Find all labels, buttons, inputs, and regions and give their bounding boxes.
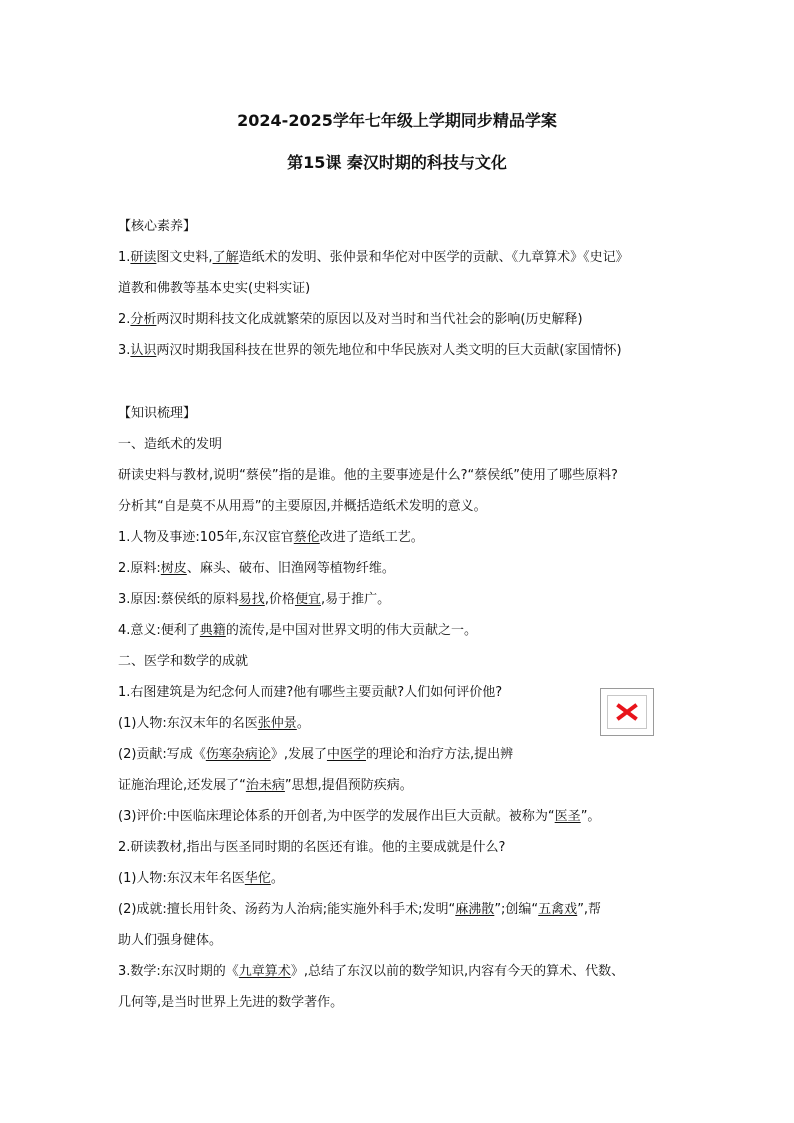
section-1-title: 一、造纸术的发明 [118,437,223,452]
section-1-question-1: 研读史料与教材,说明“蔡侯”指的是谁。他的主要事迹是什么?“蔡侯纸”使用了哪些原料? [118,468,618,483]
paper-point-1: 1.人物及事迹:105年,东汉宦官蔡伦改进了造纸工艺。 [118,530,424,545]
math-point-cont: 几何等,是当时世界上先进的数学著作。 [118,995,344,1010]
section-1-question-2: 分析其“自是莫不从用焉”的主要原因,并概括造纸术发明的意义。 [118,499,487,514]
core-line-2: 2.分析两汉时期科技文化成就繁荣的原因以及对当时和当代社会的影响(历史解释) [118,312,583,327]
medicine-1-person: (1)人物:东汉末年的名医张仲景。 [118,716,310,731]
paper-point-2: 2.原料:树皮、麻头、破布、旧渔网等植物纤维。 [118,561,395,576]
core-heading: 【核心素养】 [118,219,197,234]
medicine-1-evaluation: (3)评价:中医临床理论体系的开创者,为中医学的发展作出巨大贡献。被称为“医圣”。 [118,809,601,824]
medicine-question-2: 2.研读教材,指出与医圣同时期的名医还有谁。他的主要成就是什么? [118,840,506,855]
math-point: 3.数学:东汉时期的《九章算术》,总结了东汉以前的数学知识,内容有今天的算术、代数、 [118,964,625,979]
section-2-title: 二、医学和数学的成就 [118,654,249,669]
broken-image-placeholder [600,688,654,736]
medicine-2-person: (1)人物:东汉末年名医华佗。 [118,871,284,886]
medicine-2-achievement-cont: 助人们强身健体。 [118,933,223,948]
medicine-1-contribution: (2)贡献:写成《伤寒杂病论》,发展了中医学的理论和治疗方法,提出辨 [118,747,514,762]
core-line-3: 3.认识两汉时期我国科技在世界的领先地位和中华民族对人类文明的巨大贡献(家国情怀) [118,343,622,358]
medicine-question-1: 1.右图建筑是为纪念何人而建?他有哪些主要贡献?人们如何评价他? [118,685,503,700]
knowledge-heading: 【知识梳理】 [118,406,197,421]
medicine-2-achievement: (2)成就:擅长用针灸、汤药为人治病;能实施外科手术;发明“麻沸散”;创编“五禽戏”,帮 [118,902,602,917]
core-line-1: 1.研读图文史料,了解造纸术的发明、张仲景和华佗对中医学的贡献、《九章算术》《史记》 [118,250,629,265]
broken-image-icon [612,697,642,727]
medicine-1-contribution-cont: 证施治理论,还发展了“治未病”思想,提倡预防疾病。 [118,778,413,793]
paper-point-4: 4.意义:便利了典籍的流传,是中国对世界文明的伟大贡献之一。 [118,623,477,638]
document-title: 2024-2025学年七年级上学期同步精品学案 [237,111,557,130]
lesson-title: 第15课 秦汉时期的科技与文化 [287,153,507,172]
core-line-1-cont: 道教和佛教等基本史实(史料实证) [118,281,311,296]
paper-point-3: 3.原因:蔡侯纸的原料易找,价格便宜,易于推广。 [118,592,391,607]
